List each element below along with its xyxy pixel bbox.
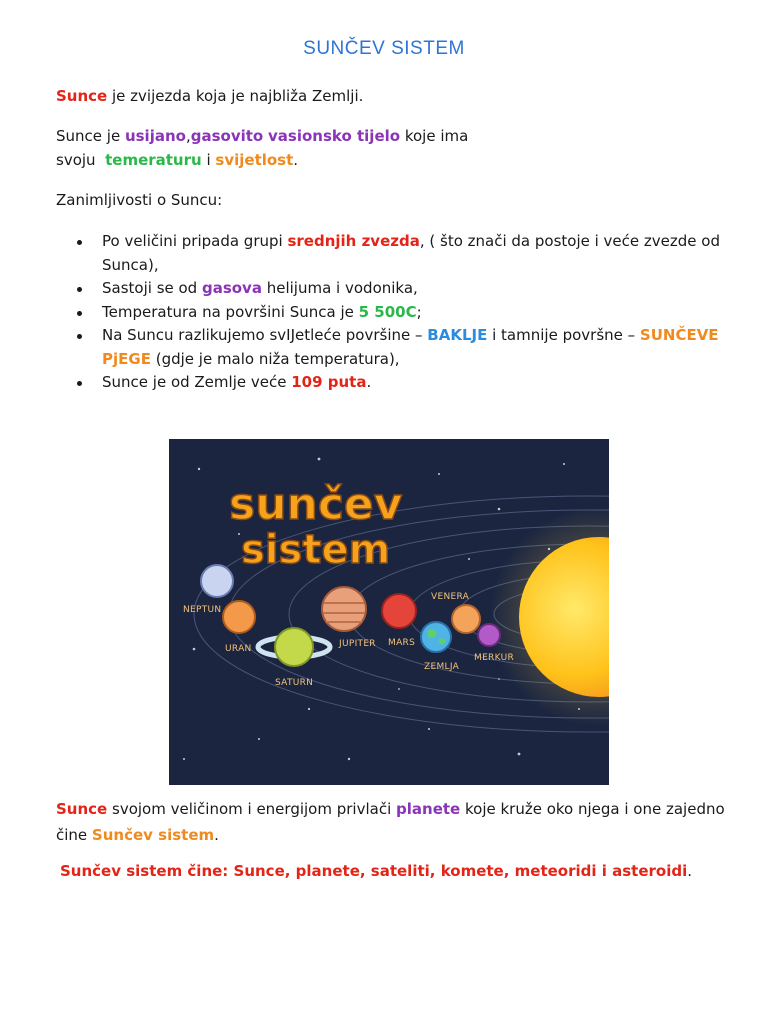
description-text-3: svoju bbox=[56, 151, 106, 169]
highlight-space-body: vasionsko tijelo bbox=[268, 127, 401, 145]
list-item bbox=[102, 324, 768, 371]
closing-end: . bbox=[214, 826, 219, 844]
fact-highlight: 109 puta bbox=[291, 373, 367, 391]
highlight-planets: planete bbox=[396, 800, 461, 818]
closing-paragraph bbox=[56, 796, 726, 848]
summary-text: Sunčev sistem čine: Sunce, planete, sateliti, komete, meteoridi i asteroidi bbox=[60, 862, 688, 880]
planet-label: MERKUR bbox=[474, 653, 515, 663]
fact-text: . bbox=[366, 373, 372, 391]
solar-system-svg bbox=[169, 439, 609, 785]
summary-end: . bbox=[687, 862, 692, 880]
page-title: SUNČEV SISTEM bbox=[303, 38, 465, 59]
planet-uranus bbox=[223, 601, 255, 654]
planet-label: URAN bbox=[225, 644, 252, 654]
logo bbox=[229, 479, 403, 573]
fact-text: Sunce je od Zemlje veće bbox=[102, 373, 292, 391]
description-text: Sunce je bbox=[56, 127, 125, 145]
sun-word: Sunce bbox=[56, 800, 108, 818]
planet-label: VENERA bbox=[431, 592, 470, 602]
facts-heading: Zanimljivosti o Suncu: bbox=[56, 191, 223, 209]
closing-text-2: koje kruže oko njega i one zajedno čine bbox=[56, 800, 725, 844]
highlight-light: svijetlost bbox=[215, 151, 294, 169]
fact-highlight: srednjih zvezda bbox=[287, 232, 420, 250]
fact-highlight: BAKLJE bbox=[427, 326, 488, 344]
intro-text: je zvijezda koja je najbliža Zemlji. bbox=[107, 87, 364, 105]
list-item bbox=[102, 230, 768, 277]
planet-label: NEPTUN bbox=[183, 605, 222, 615]
fact-text: i tamnije površne – bbox=[487, 326, 640, 344]
planet-label: JUPITER bbox=[339, 639, 376, 649]
logo-line-1: sunčev bbox=[229, 479, 403, 530]
highlight-hot: usijano bbox=[124, 127, 186, 145]
planet-label: MARS bbox=[388, 638, 416, 648]
description-comma: , bbox=[185, 127, 191, 145]
solar-system-illustration bbox=[169, 439, 609, 785]
description-text-2: koje ima bbox=[400, 127, 469, 145]
closing-text: svojom veličinom i energijom privlači bbox=[107, 800, 397, 818]
list-item bbox=[102, 371, 768, 395]
logo-line-2: sistem bbox=[241, 527, 391, 573]
description-and: i bbox=[201, 151, 216, 169]
fact-text: Po veličini pripada grupi bbox=[102, 232, 288, 250]
fact-text: ; bbox=[416, 302, 422, 321]
sun-word: Sunce bbox=[56, 87, 108, 105]
fact-highlight-2: SUNČEVE PjEGE bbox=[102, 326, 719, 368]
fact-highlight: gasova bbox=[201, 279, 262, 297]
fact-text: (gdje je malo niža temperatura), bbox=[150, 349, 400, 368]
list-item bbox=[102, 301, 768, 325]
highlight-temperature: temeraturu bbox=[105, 151, 202, 169]
fact-text: , ( što znači da postoje i veće zvezde od Sunca), bbox=[102, 232, 720, 274]
fact-highlight: 5 500C bbox=[358, 302, 417, 321]
fact-text: Na Suncu razlikujemo svIJetleće površine – bbox=[102, 326, 428, 344]
summary-paragraph bbox=[56, 858, 730, 884]
list-item bbox=[102, 277, 768, 301]
highlight-solar-system: Sunčev sistem bbox=[91, 826, 215, 844]
fact-text: Temperatura na površini Sunca je bbox=[102, 302, 359, 321]
description-paragraph bbox=[56, 124, 726, 172]
facts-list bbox=[56, 230, 768, 395]
intro-paragraph bbox=[56, 84, 726, 108]
fact-text: Sastoji se od bbox=[102, 279, 202, 297]
highlight-gas: gasovito bbox=[190, 127, 264, 145]
description-end: . bbox=[293, 151, 299, 169]
planet-label: ZEMLJA bbox=[424, 662, 460, 672]
planet-label: SATURN bbox=[275, 678, 314, 688]
fact-text: helijuma i vodonika, bbox=[261, 279, 418, 297]
planet-mars bbox=[382, 594, 416, 648]
